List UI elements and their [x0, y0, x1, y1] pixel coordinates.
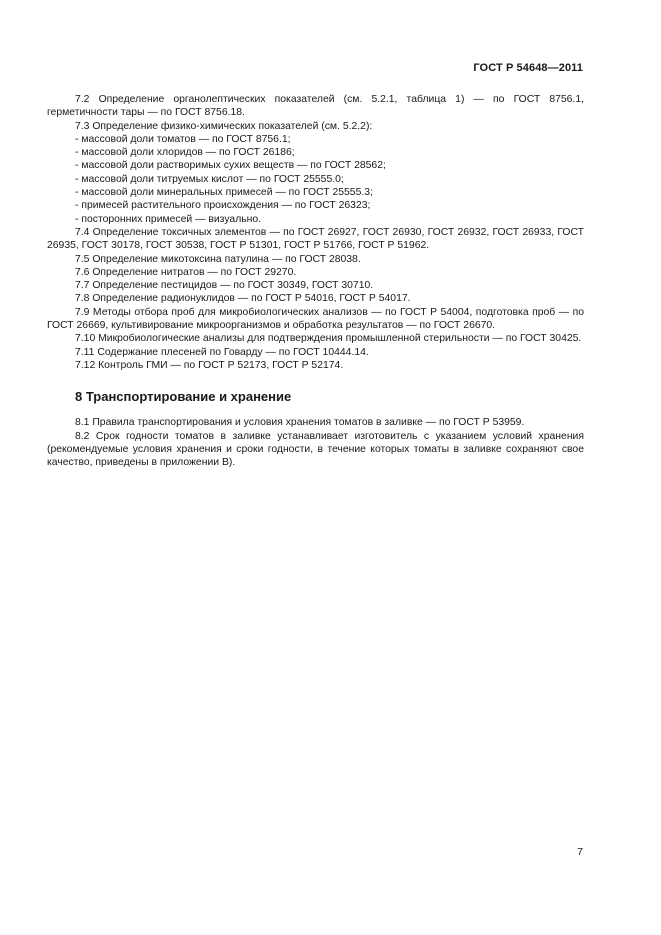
paragraph-7-9: 7.9 Методы отбора проб для микробиологических анализов — по ГОСТ Р 54004, подготовка проб — по ГОСТ 26669, культивирование микроорганизмов и обработка результатов — по ГОСТ 26670.: [47, 306, 584, 332]
list-item: - массовой доли хлоридов — по ГОСТ 26186;: [75, 147, 295, 159]
list-item: - массовой доли растворимых сухих веществ — по ГОСТ 28562;: [75, 160, 386, 172]
paragraph-8-2: 8.2 Срок годности томатов в заливке устанавливает изготовитель с указанием условий хранения (рекомендуемые условия хранения и сроки годности, в течение которых томаты в заливке сохраняют свое качество, приведены в приложении В).: [47, 430, 584, 469]
list-item: - массовой доли титруемых кислот — по ГОСТ 25555.0;: [75, 173, 344, 185]
paragraph-7-7: 7.7 Определение пестицидов — по ГОСТ 30349, ГОСТ 30710.: [75, 280, 374, 292]
document-id-header: ГОСТ Р 54648—2011: [473, 62, 583, 74]
paragraph-7-3: 7.3 Определение физико-химических показателей (см. 5.2.2):: [75, 120, 373, 132]
paragraph-7-11: 7.11 Содержание плесеней по Говарду — по ГОСТ 10444.14.: [75, 346, 369, 358]
page-number: 7: [577, 846, 583, 858]
list-item: - массовой доли минеральных примесей — по ГОСТ 25555.3;: [75, 187, 373, 199]
paragraph-7-10: 7.10 Микробиологические анализы для подтверждения промышленной стерильности — по ГОСТ 30425.: [75, 333, 582, 345]
paragraph-7-4: 7.4 Определение токсичных элементов — по ГОСТ 26927, ГОСТ 26930, ГОСТ 26932, ГОСТ 26933, ГОСТ 26935, ГОСТ 30178, ГОСТ 30538, ГОСТ Р 51301, ГОСТ Р 51766, ГОСТ Р 51962.: [47, 226, 584, 252]
paragraph-7-8: 7.8 Определение радионуклидов — по ГОСТ Р 54016, ГОСТ Р 54017.: [75, 293, 411, 305]
list-item: - примесей растительного происхождения — по ГОСТ 26323;: [75, 200, 371, 212]
list-item: - посторонних примесей — визуально.: [75, 213, 262, 225]
document-body: [47, 93, 584, 469]
paragraph-7-5: 7.5 Определение микотоксина патулина — по ГОСТ 28038.: [75, 253, 361, 265]
list-item: - массовой доли томатов — по ГОСТ 8756.1;: [75, 133, 291, 145]
paragraph-7-12: 7.12 Контроль ГМИ — по ГОСТ Р 52173, ГОСТ Р 52174.: [75, 359, 344, 371]
paragraph-7-6: 7.6 Определение нитратов — по ГОСТ 29270.: [75, 266, 297, 278]
section-8-title: 8 Транспортирование и хранение: [75, 389, 292, 405]
paragraph-8-1: 8.1 Правила транспортирования и условия хранения томатов в заливке — по ГОСТ Р 53959.: [75, 417, 525, 429]
paragraph-7-2: 7.2 Определение органолептических показателей (см. 5.2.1, таблица 1) — по ГОСТ 8756.1, герметичности тары — по ГОСТ 8756.18.: [47, 94, 584, 119]
